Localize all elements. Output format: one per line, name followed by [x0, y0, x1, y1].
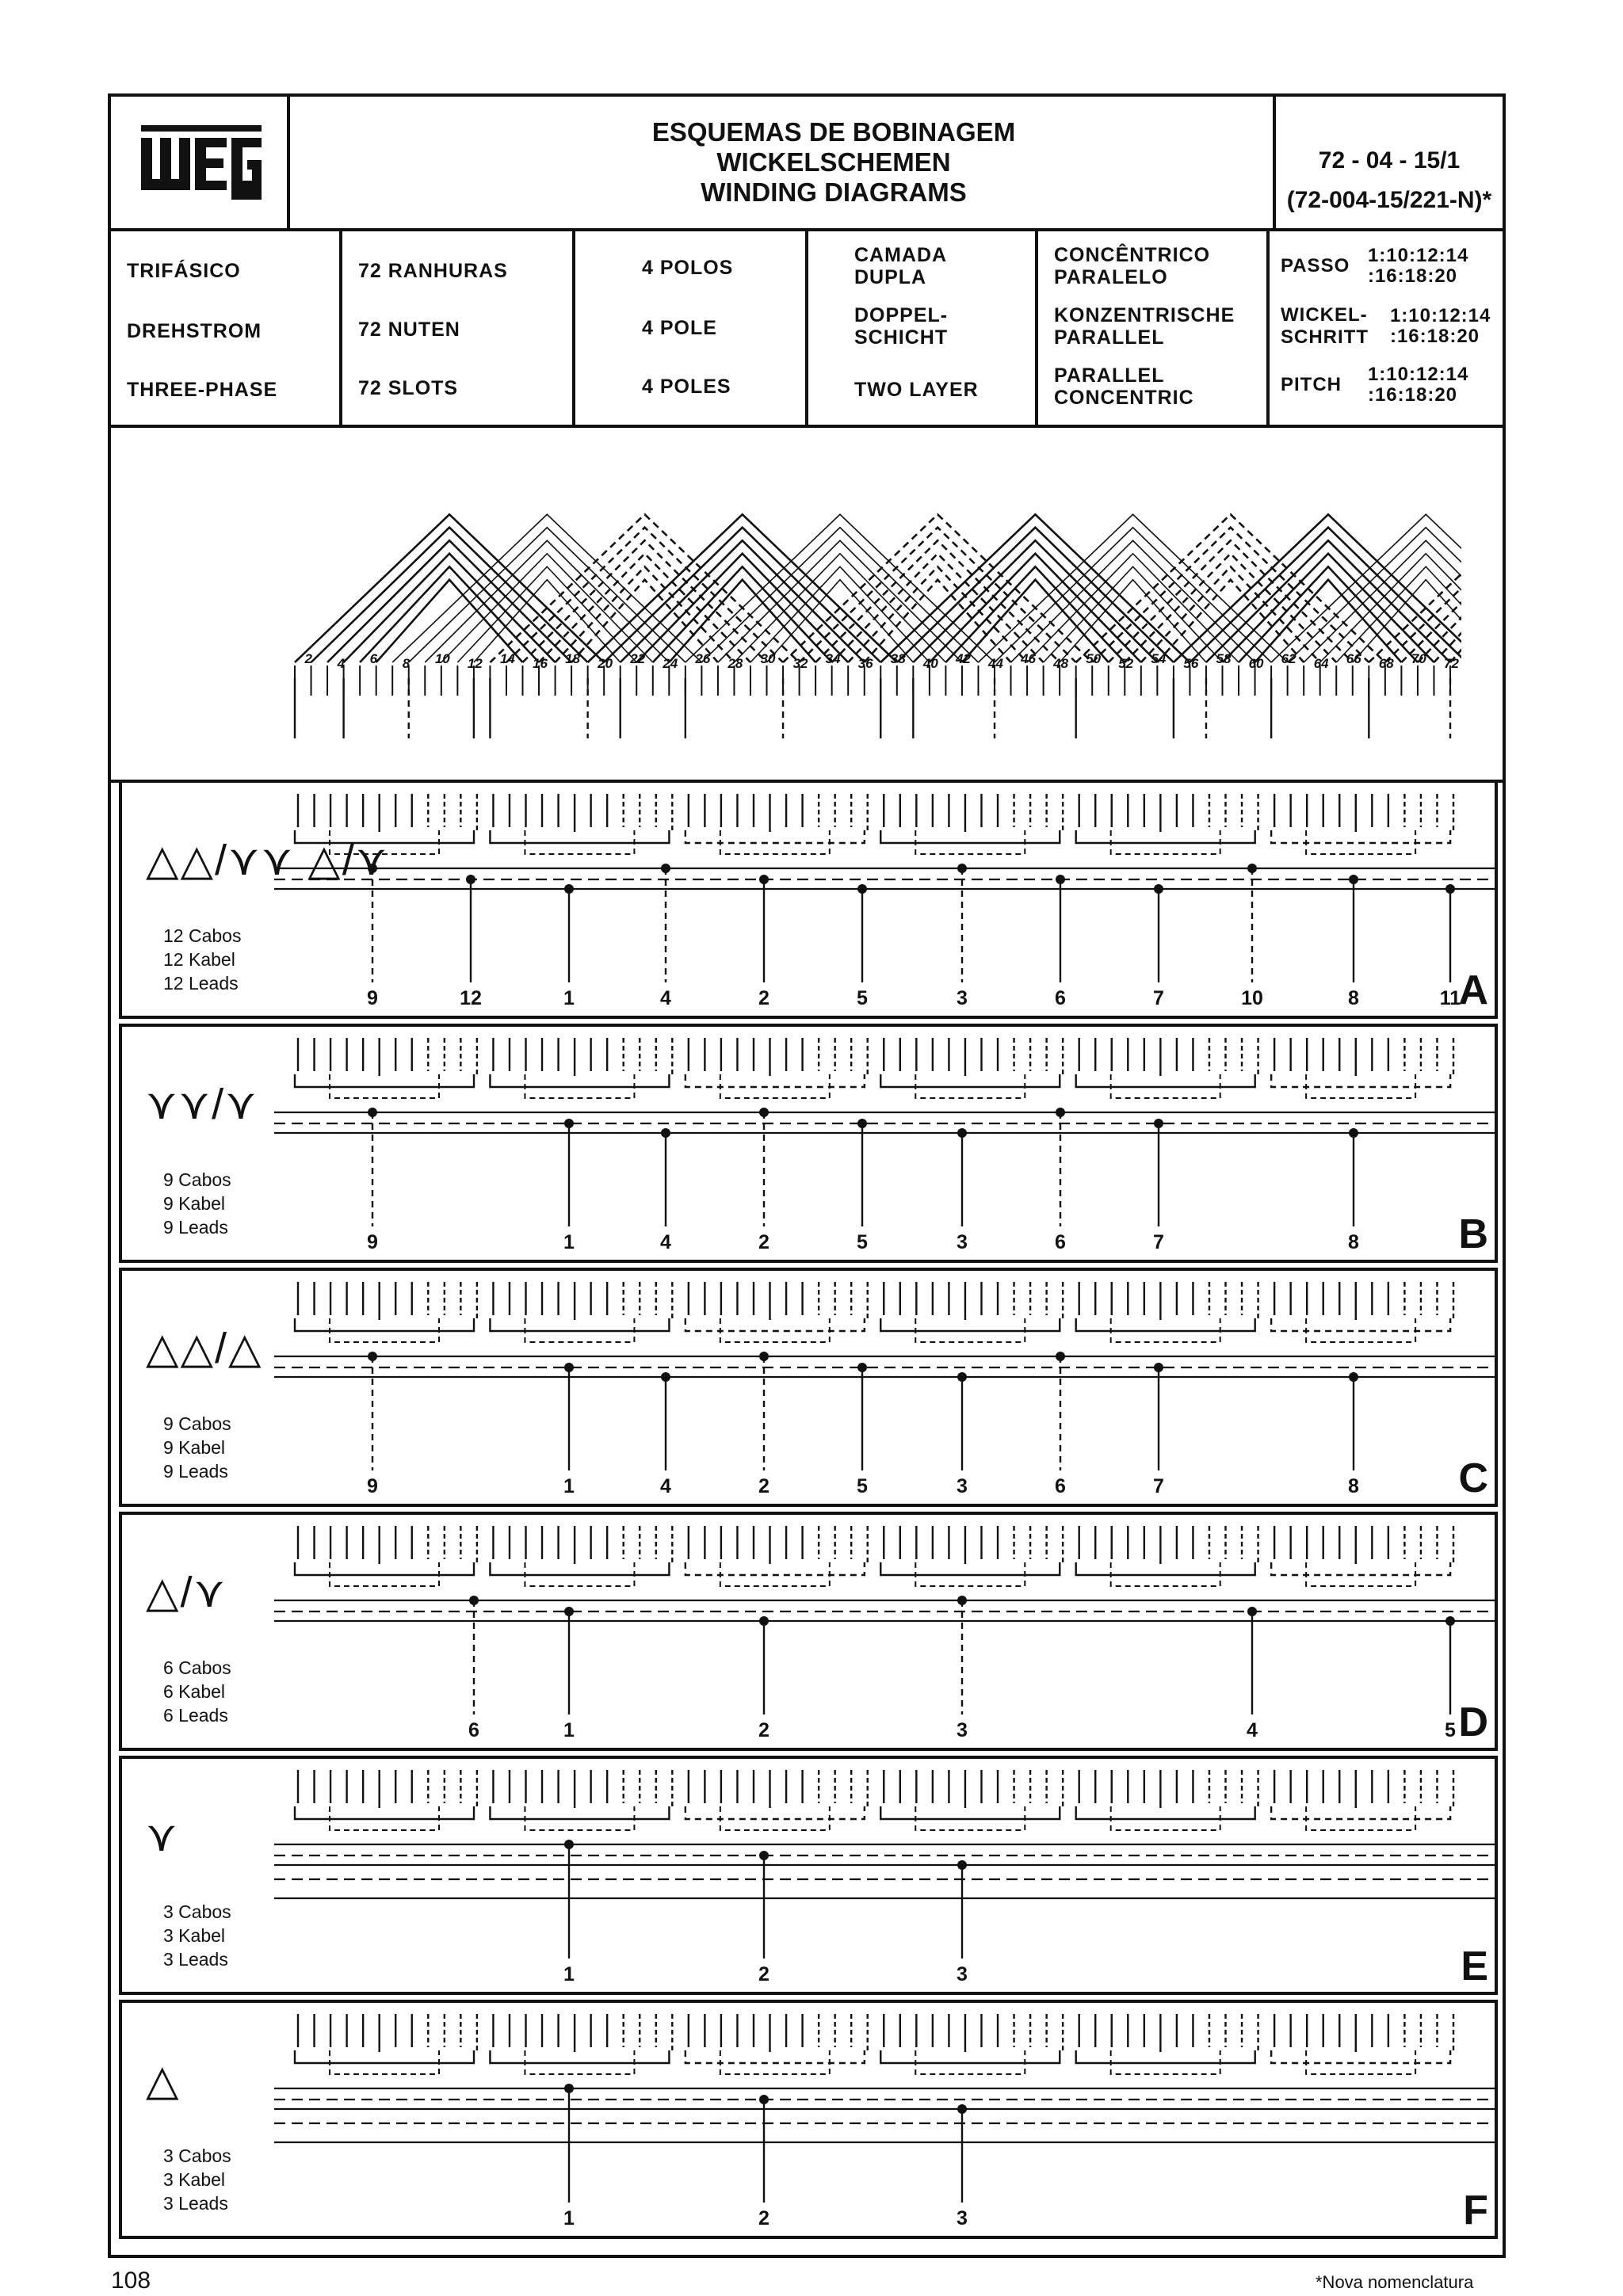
coil-bracket — [1271, 1074, 1450, 1087]
coil-bracket — [880, 830, 1060, 843]
title-portuguese: ESQUEMAS DE BOBINAGEM — [651, 117, 1016, 147]
slot-number: 14 — [499, 651, 515, 666]
coil — [311, 528, 588, 662]
pitch-values-de-1: 1:10:12:14 — [1389, 305, 1491, 326]
coil-bracket — [295, 1074, 474, 1087]
connection-panel-d — [119, 1512, 1498, 1751]
terminal-label: 9 — [367, 1475, 378, 1497]
terminal-label: 6 — [468, 1719, 479, 1741]
coil — [800, 528, 1076, 662]
terminal-label: 12 — [460, 987, 482, 1009]
connection-symbol: △ — [146, 2057, 181, 2104]
spec-row — [111, 228, 1503, 428]
footnote: *Nova nomenclatura — [1316, 2272, 1474, 2292]
terminal-label: 3 — [957, 987, 968, 1009]
spec-slots — [342, 228, 575, 425]
pitch-pt — [1270, 246, 1503, 287]
panel-letter: C — [1458, 1455, 1488, 1501]
terminal-label: 6 — [1055, 1475, 1066, 1497]
terminal-label: 3 — [957, 1231, 968, 1253]
terminal-label: 1 — [563, 2207, 575, 2229]
cable-count: 3 Kabel — [163, 1925, 226, 1946]
slot-number: 42 — [955, 651, 971, 666]
connection-wiring — [122, 1027, 1495, 1260]
coil — [522, 540, 766, 662]
slot-number: 36 — [857, 656, 873, 671]
pitch-values-de-2: :16:18:20 — [1389, 326, 1480, 347]
cable-count: 12 Cabos — [163, 925, 242, 946]
coil-bracket — [1076, 830, 1255, 843]
coil-bracket — [880, 1318, 1060, 1331]
page-number: 108 — [111, 2267, 151, 2294]
coil-bracket — [880, 1806, 1060, 1819]
slot-number: 58 — [1216, 651, 1232, 666]
slot-number: 28 — [727, 656, 743, 671]
terminal-label: 2 — [758, 1719, 769, 1741]
terminal-label: 8 — [1348, 987, 1359, 1009]
panel-letter: F — [1463, 2187, 1488, 2233]
coil-bracket — [490, 1806, 669, 1819]
spec-poles-de: 4 POLE — [642, 317, 717, 339]
slot-number: 70 — [1411, 651, 1426, 666]
terminal-label: 6 — [1055, 1231, 1066, 1253]
cable-count: 9 Leads — [163, 1217, 228, 1238]
slot-number: 64 — [1313, 656, 1329, 671]
coil-bracket — [1076, 1318, 1255, 1331]
coil-bracket — [685, 1806, 865, 1819]
coil-bracket — [685, 2050, 865, 2063]
pitch-label-de: WICKEL- SCHRITT — [1281, 304, 1369, 348]
cable-count: 3 Kabel — [163, 2169, 226, 2190]
slot-number: 46 — [1021, 651, 1036, 666]
pitch-values-pt — [1368, 246, 1468, 287]
terminal-label: 7 — [1153, 1231, 1164, 1253]
cable-count: 6 Kabel — [163, 1681, 226, 1702]
panel-letter: D — [1458, 1699, 1488, 1745]
coil-bracket — [490, 2050, 669, 2063]
coil — [604, 528, 880, 662]
cable-count: 6 Leads — [163, 1705, 228, 1726]
slot-number: 6 — [369, 651, 378, 666]
slot-number: 50 — [1086, 651, 1102, 666]
terminal-label: 2 — [758, 1231, 769, 1253]
slot-number: 62 — [1281, 651, 1296, 666]
coil-bracket — [295, 2050, 474, 2063]
coil — [913, 540, 1157, 662]
spec-layer — [808, 228, 1038, 425]
coil — [425, 540, 669, 662]
slot-number: 18 — [565, 651, 581, 666]
connection-symbol: ⋎⋎/⋎ — [146, 1081, 258, 1128]
panel-letter: E — [1461, 1943, 1488, 1989]
slot-number: 66 — [1346, 651, 1361, 666]
coil-bracket — [295, 1806, 474, 1819]
terminal-label: 7 — [1153, 987, 1164, 1009]
coil-bracket — [1271, 2050, 1450, 2063]
cable-count: 9 Kabel — [163, 1193, 226, 1214]
slot-number: 4 — [337, 656, 346, 671]
weg-logo-mark — [111, 97, 287, 228]
coil — [1092, 528, 1369, 662]
spec-type-pt: CONCÊNTRICO PARALELO — [1054, 244, 1211, 288]
pitch-values-pt-1: 1:10:12:14 — [1367, 245, 1469, 266]
slot-number: 16 — [533, 656, 548, 671]
coil-bracket — [880, 1074, 1060, 1087]
terminal-label: 8 — [1348, 1231, 1359, 1253]
spec-phase-pt: TRIFÁSICO — [127, 260, 241, 282]
coil-bracket — [490, 830, 669, 843]
cable-count: 3 Cabos — [163, 2145, 231, 2166]
terminal-label: 3 — [957, 1719, 968, 1741]
slot-number: 40 — [922, 656, 938, 671]
coil-bracket — [1076, 2050, 1255, 2063]
terminal-label: 4 — [660, 987, 671, 1009]
coil — [506, 528, 783, 662]
pitch-values-en — [1368, 364, 1468, 406]
coil-bracket — [1271, 1806, 1450, 1819]
coil — [1044, 566, 1223, 662]
terminal-label: 5 — [857, 1475, 868, 1497]
slot-number: 44 — [988, 656, 1003, 671]
terminal-label: 5 — [857, 987, 868, 1009]
slot-number: 26 — [695, 651, 711, 666]
spec-type-de: KONZENTRISCHE PARALLEL — [1054, 304, 1235, 349]
slot-number: 72 — [1444, 656, 1459, 671]
spec-slots-en: 72 SLOTS — [358, 377, 459, 399]
pitch-values-pt-2: :16:18:20 — [1367, 265, 1458, 287]
terminal-label: 9 — [367, 1231, 378, 1253]
pitch-values-en-2: :16:18:20 — [1367, 384, 1458, 406]
slot-number: 24 — [663, 656, 678, 671]
connection-wiring — [122, 1271, 1495, 1504]
coil-bracket — [880, 2050, 1060, 2063]
coil-bracket — [490, 1074, 669, 1087]
slot-number: 52 — [1118, 656, 1134, 671]
coil-bracket — [1271, 830, 1450, 843]
slot-number: 54 — [1151, 651, 1167, 666]
terminal-label: 4 — [1247, 1719, 1258, 1741]
terminal-label: 3 — [957, 1475, 968, 1497]
cable-count: 12 Leads — [163, 973, 239, 994]
connection-symbol: △△/△ — [146, 1325, 263, 1372]
terminal-label: 6 — [1055, 987, 1066, 1009]
coil — [327, 540, 571, 662]
spec-poles-pt: 4 POLOS — [642, 257, 734, 279]
coil — [750, 566, 930, 662]
coil-bracket — [880, 1562, 1060, 1575]
coil — [409, 528, 685, 662]
pitch-values-en-1: 1:10:12:14 — [1367, 364, 1469, 385]
slot-number: 30 — [760, 651, 776, 666]
spec-poles-en: 4 POLES — [642, 376, 731, 398]
coil-bracket — [295, 1562, 474, 1575]
cable-count: 3 Leads — [163, 2193, 228, 2214]
coil — [718, 540, 962, 662]
slot-number: 22 — [630, 651, 646, 666]
spec-slots-de: 72 NUTEN — [358, 318, 460, 341]
slot-number: 38 — [890, 651, 906, 666]
coil-bracket — [685, 1318, 865, 1331]
connection-symbol: △/⋎ — [146, 1569, 227, 1616]
coil — [815, 540, 1060, 662]
coil-bracket — [685, 830, 865, 843]
terminal-label: 1 — [563, 1719, 575, 1741]
cable-count: 3 Cabos — [163, 1901, 231, 1922]
weg-logo — [111, 97, 290, 228]
terminal-label: 1 — [563, 1963, 575, 1985]
terminal-label: 1 — [563, 1231, 575, 1253]
coil — [1385, 528, 1503, 662]
terminal-label: 3 — [957, 2207, 968, 2229]
terminal-label: 2 — [758, 2207, 769, 2229]
spec-phase — [111, 228, 342, 425]
cable-count: 9 Leads — [163, 1461, 228, 1482]
terminal-label: 2 — [758, 987, 769, 1009]
terminal-label: 8 — [1348, 1475, 1359, 1497]
spec-pitch — [1270, 228, 1503, 425]
cable-count: 9 Cabos — [163, 1413, 231, 1434]
coil-group-drawing — [111, 425, 1503, 776]
terminal-label: 4 — [660, 1475, 671, 1497]
terminal-label: 9 — [367, 987, 378, 1009]
slot-number: 8 — [402, 656, 411, 671]
connection-symbol: ⋎ — [146, 1813, 179, 1860]
coil-bracket — [1076, 1074, 1255, 1087]
spec-layer-de: DOPPEL- SCHICHT — [854, 304, 949, 349]
terminal-label: 11 — [1439, 987, 1461, 1009]
spec-poles — [575, 228, 808, 425]
coil — [897, 528, 1174, 662]
terminal-label: 5 — [857, 1231, 868, 1253]
doc-code: 72 - 04 - 15/1 — [1318, 147, 1461, 174]
cable-count: 3 Leads — [163, 1949, 228, 1970]
connection-panel-a — [119, 780, 1498, 1019]
coil-group — [295, 514, 604, 662]
connection-wiring — [122, 1515, 1495, 1748]
terminal-label: 4 — [660, 1231, 671, 1253]
terminal-label: 3 — [957, 1963, 968, 1985]
terminal-label: 10 — [1241, 987, 1263, 1009]
coil — [1206, 540, 1450, 662]
pitch-label-en: PITCH — [1281, 374, 1342, 395]
cable-count: 9 Cabos — [163, 1169, 231, 1190]
connection-wiring — [122, 783, 1495, 1016]
terminal-label: 2 — [758, 1963, 769, 1985]
coil — [1190, 528, 1466, 662]
coil — [1011, 540, 1255, 662]
connection-panel-b — [119, 1024, 1498, 1263]
terminal-label: 2 — [758, 1475, 769, 1497]
spec-winding-type — [1038, 228, 1270, 425]
coil — [701, 528, 978, 662]
coil — [995, 528, 1271, 662]
header-block — [111, 97, 1503, 231]
coil-bracket — [685, 1562, 865, 1575]
slot-number: 20 — [598, 656, 613, 671]
coil-bracket — [1271, 1562, 1450, 1575]
panel-letter: B — [1458, 1211, 1488, 1257]
terminal-label: 1 — [563, 1475, 575, 1497]
coil-bracket — [1076, 1806, 1255, 1819]
cable-count: 12 Kabel — [163, 949, 235, 970]
title-german: WICKELSCHEMEN — [716, 147, 951, 177]
terminal-label: 7 — [1153, 1475, 1164, 1497]
coil-bracket — [295, 1318, 474, 1331]
slot-number: 12 — [467, 656, 483, 671]
pitch-en — [1270, 364, 1503, 406]
coil — [295, 514, 604, 662]
panel-letter: A — [1458, 967, 1488, 1013]
coil — [1418, 554, 1503, 662]
pitch-label-pt: PASSO — [1281, 255, 1350, 277]
coil — [1109, 540, 1353, 662]
connection-wiring — [122, 1759, 1495, 1992]
coil-bracket — [1076, 1562, 1255, 1575]
coil-bracket — [685, 1074, 865, 1087]
coil — [1434, 566, 1503, 662]
slot-number: 48 — [1053, 656, 1069, 671]
title-english: WINDING DIAGRAMS — [701, 177, 967, 207]
document-reference — [1273, 97, 1503, 228]
spec-phase-de: DREHSTROM — [127, 320, 262, 342]
winding-diagram — [111, 425, 1503, 783]
spec-layer-pt: CAMADA DUPLA — [854, 244, 947, 288]
cable-count: 6 Cabos — [163, 1657, 231, 1678]
terminal-label: 5 — [1445, 1719, 1456, 1741]
diagram-sheet — [108, 93, 1506, 2258]
slot-number: 2 — [304, 651, 312, 666]
pitch-values-de — [1390, 306, 1491, 347]
cable-count: 9 Kabel — [163, 1437, 226, 1458]
terminal-label: 1 — [563, 987, 575, 1009]
slot-number: 68 — [1378, 656, 1394, 671]
spec-type-en: PARALLEL CONCENTRIC — [1054, 364, 1194, 409]
slot-number: 10 — [434, 651, 450, 666]
spec-layer-en: TWO LAYER — [854, 379, 979, 401]
doc-code-new: (72-004-15/221-N)* — [1286, 187, 1492, 213]
title-block — [287, 97, 1381, 228]
coil-bracket — [490, 1562, 669, 1575]
connection-symbol: △△/⋎⋎ △/⋎ — [146, 837, 389, 884]
connection-panel-c — [119, 1268, 1498, 1507]
spec-slots-pt: 72 RANHURAS — [358, 260, 508, 282]
connection-wiring — [122, 2003, 1495, 2236]
connection-panel-f — [119, 2000, 1498, 2239]
coil-bracket — [490, 1318, 669, 1331]
slot-number: 56 — [1183, 656, 1199, 671]
slot-number: 34 — [825, 651, 841, 666]
slot-number: 32 — [792, 656, 808, 671]
spec-phase-en: THREE-PHASE — [127, 379, 278, 401]
pitch-de — [1270, 304, 1503, 349]
coil — [621, 540, 865, 662]
coil — [457, 566, 636, 662]
slot-number: 60 — [1248, 656, 1264, 671]
coil-bracket — [1271, 1318, 1450, 1331]
connection-panel-e — [119, 1756, 1498, 1995]
